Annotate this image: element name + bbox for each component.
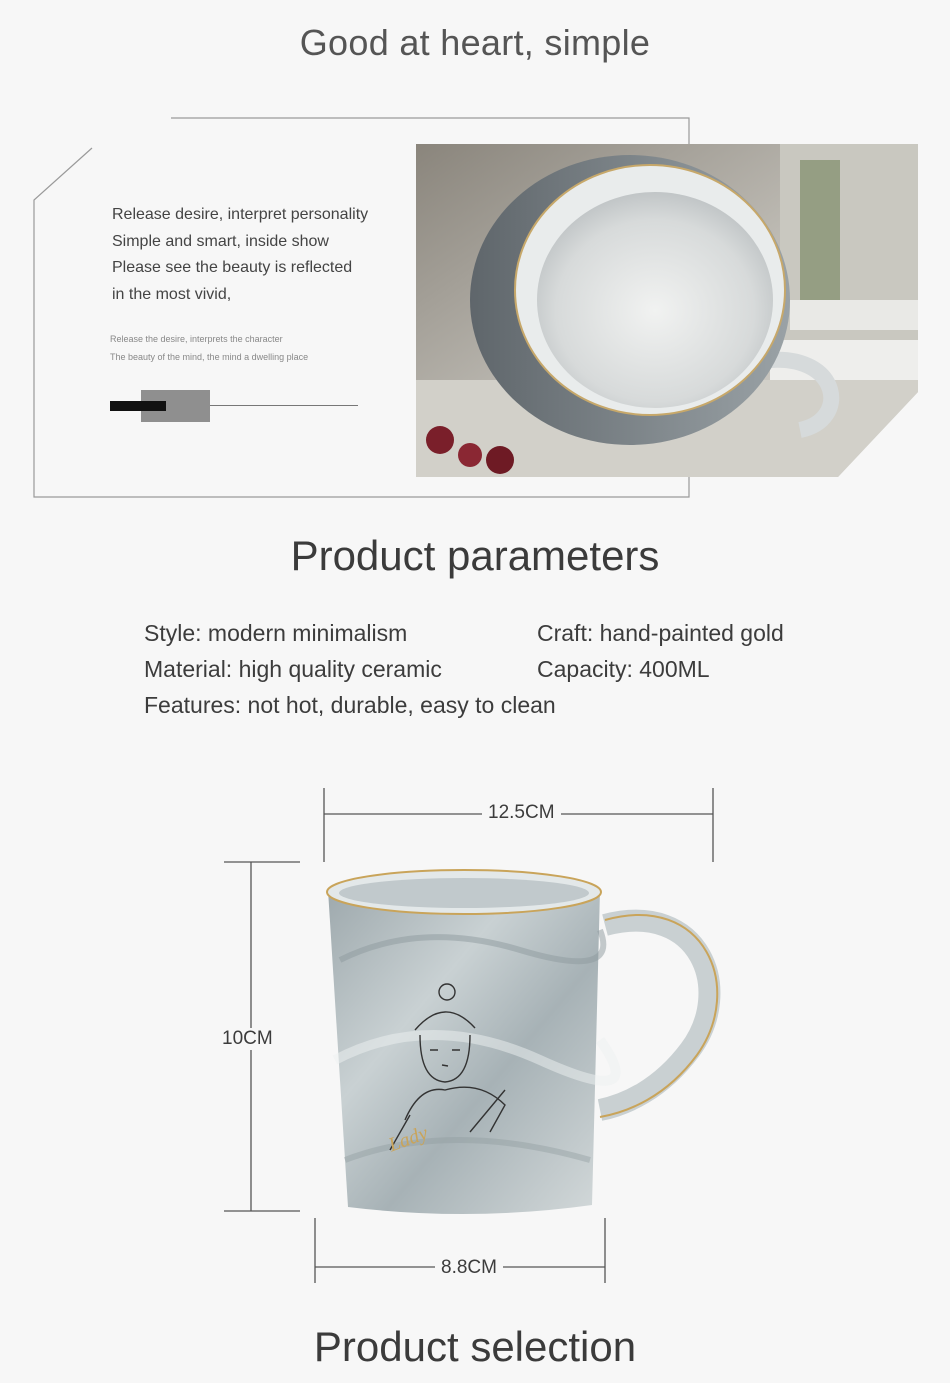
- param-capacity: Capacity: 400ML: [537, 656, 710, 682]
- intro-small-line: Release the desire, interprets the character: [110, 334, 283, 344]
- mug-interior-photo: [416, 144, 918, 477]
- mug-handle: [600, 915, 717, 1117]
- param-craft: Craft: hand-painted gold: [537, 620, 784, 646]
- intro-line: Simple and smart, inside show: [112, 232, 329, 250]
- section-title-selection: Product selection: [313, 1323, 637, 1370]
- intro-line: Release desire, interpret personality: [112, 206, 369, 223]
- dimension-base: 8.8CM: [435, 1257, 503, 1279]
- intro-line: Please see the beauty is reflected: [112, 259, 353, 276]
- param-style: Style: modern minimalism: [144, 620, 408, 646]
- mug-lady-text: Lady: [385, 1121, 431, 1157]
- intro-small-text: [110, 330, 308, 366]
- section-title-top: Good at heart, simple: [299, 22, 651, 63]
- decor-bar-black: [110, 401, 166, 411]
- dimension-height: 10CM: [216, 1028, 279, 1050]
- intro-small-line: The beauty of the mind, the mind a dwelling place: [110, 352, 309, 362]
- param-material: Material: high quality ceramic: [144, 656, 442, 682]
- decor-line: [210, 405, 358, 406]
- section-title-parameters: Product parameters: [290, 532, 660, 579]
- intro-text: [112, 202, 368, 308]
- param-features: Features: not hot, durable, easy to clean: [144, 692, 556, 718]
- mug-dimension-diagram: [0, 760, 950, 1300]
- intro-line: in the most vivid,: [112, 285, 232, 303]
- dimension-width: 12.5CM: [482, 802, 561, 824]
